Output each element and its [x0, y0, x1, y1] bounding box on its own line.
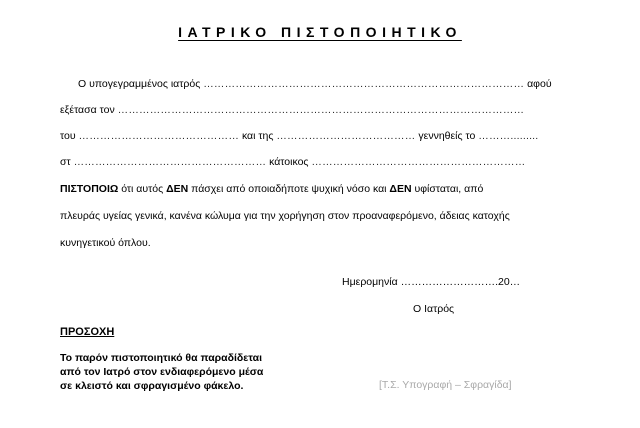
attention-heading: ΠΡΟΣΟΧΗ	[60, 326, 115, 338]
note-line: Το παρόν πιστοποιητικό θα παραδίδεται	[60, 352, 263, 364]
attention-note	[60, 351, 320, 393]
line-parents-birth: του ……………………………………… και της ………………………………… γεννηθείς το ……….........	[60, 130, 539, 142]
line-examined: εξέτασα τον ……………………………………………………………………………………………………	[60, 104, 525, 116]
note-line: σε κλειστό και σφραγισμένο φάκελο.	[60, 380, 244, 392]
fill-line: ………………………………………………………………………………	[203, 78, 525, 90]
fill-line: …………………………………	[276, 130, 416, 142]
line-health-clause: πλευράς υγείας γενικά, κανένα κώλυμα για την χορήγηση στον προαναφερόμενο, άδειας κατοχής	[60, 210, 510, 222]
fill-line: ………………………………………………	[73, 156, 267, 168]
line-certify: ΠΙΣΤΟΠΟΙΩ ότι αυτός ΔΕΝ πάσχει από οποιαδήποτε ψυχική νόσο και ΔΕΝ υφίσταται, από	[60, 183, 484, 195]
date-line: Ημερομηνία ……………………….20…	[342, 276, 521, 288]
line-residence: στ ……………………………………………… κάτοικος ……………………………………………………	[60, 156, 526, 168]
fill-line: ……………………………………………………………………………………………………	[117, 104, 525, 116]
line-undersigned-doctor: Ο υπογεγραμμένος ιατρός ……………………………………………………………………………… αφού	[78, 78, 552, 90]
line-weapon: κυνηγετικού όπλου.	[60, 237, 151, 249]
document-title: ΙΑΤΡΙΚΟ ΠΙΣΤΟΠΟΙΗΤΙΚΟ	[178, 24, 462, 40]
fill-line: ………………………………………	[78, 130, 240, 142]
signature-stamp-placeholder: [Τ.Σ. Υπογραφή – Σφραγίδα]	[379, 379, 512, 391]
doctor-label: Ο Ιατρός	[413, 303, 455, 315]
note-line: από τον Ιατρό στον ενδιαφερόμενο μέσα	[60, 366, 264, 378]
fill-line: ……….........	[478, 130, 539, 142]
fill-line: ……………………………………………………	[311, 156, 526, 168]
